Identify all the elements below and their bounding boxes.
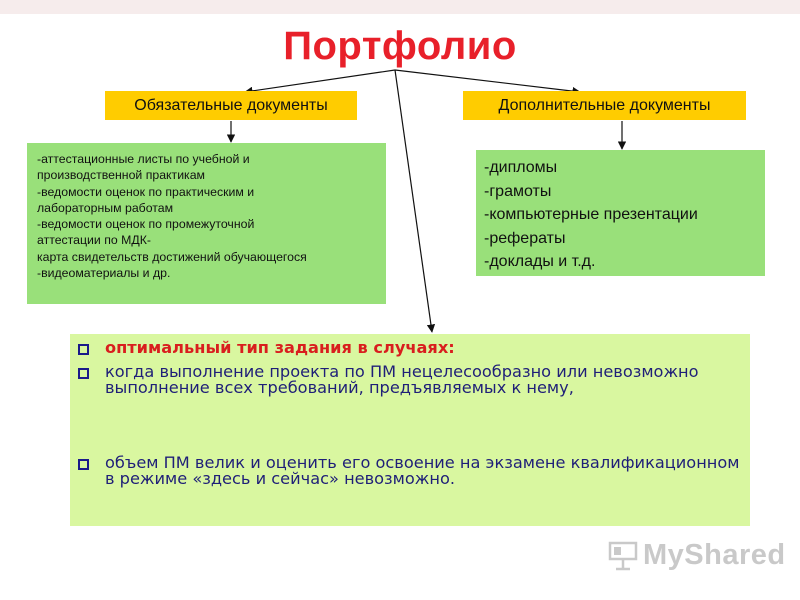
bullet-item (78, 364, 740, 397)
list-item: производственной практикам (37, 168, 206, 183)
list-item: -видеоматериалы и др. (37, 266, 171, 281)
arrow-to-panel (395, 70, 432, 332)
bullet-heading-text: оптимальный тип задания в случаях: (105, 338, 455, 357)
list-item: -рефераты (484, 229, 566, 247)
list-item: -доклады и т.д. (484, 253, 596, 271)
additional-documents-list (476, 150, 765, 276)
list-item: -ведомости оценок по промежуточной (37, 217, 255, 232)
additional-documents-label: Дополнительные документы (463, 91, 746, 120)
mandatory-documents-label: Обязательные документы (105, 91, 357, 120)
list-item: лабораторным работам (37, 200, 174, 215)
list-item: -компьютерные презентации (484, 206, 698, 224)
list-item: карта свидетельств достижений обучающегося (37, 249, 307, 264)
diagram-title: Портфолио (283, 24, 517, 68)
arrow-to-additional (395, 70, 580, 92)
mandatory-documents-list (27, 143, 386, 304)
bullet-heading (78, 340, 740, 356)
square-bullet-icon (78, 344, 89, 355)
list-item: -аттестационные листы по учебной и (37, 152, 250, 166)
square-bullet-icon (78, 368, 89, 379)
presentation-board-icon (607, 539, 639, 571)
bullet-item (78, 455, 740, 488)
bullet-text: когда выполнение проекта по ПМ нецелесообразно или невозможно выполнение всех требований, предъявляемых к нему, (105, 362, 699, 398)
task-cases-panel (70, 334, 750, 526)
list-item: -дипломы (484, 159, 558, 176)
watermark-logo (607, 538, 786, 572)
list-item: -ведомости оценок по практическим и (37, 184, 255, 199)
top-band (0, 0, 800, 14)
arrow-to-mandatory (245, 70, 395, 92)
list-item: -грамоты (484, 182, 552, 200)
watermark-text: MyShared (643, 538, 786, 571)
bullet-text: объем ПМ велик и оценить его освоение на экзамене квалификационном в режиме «здесь и сейчас» невозможно. (105, 453, 740, 489)
square-bullet-icon (78, 459, 89, 470)
list-item: аттестации по МДК- (37, 233, 151, 248)
